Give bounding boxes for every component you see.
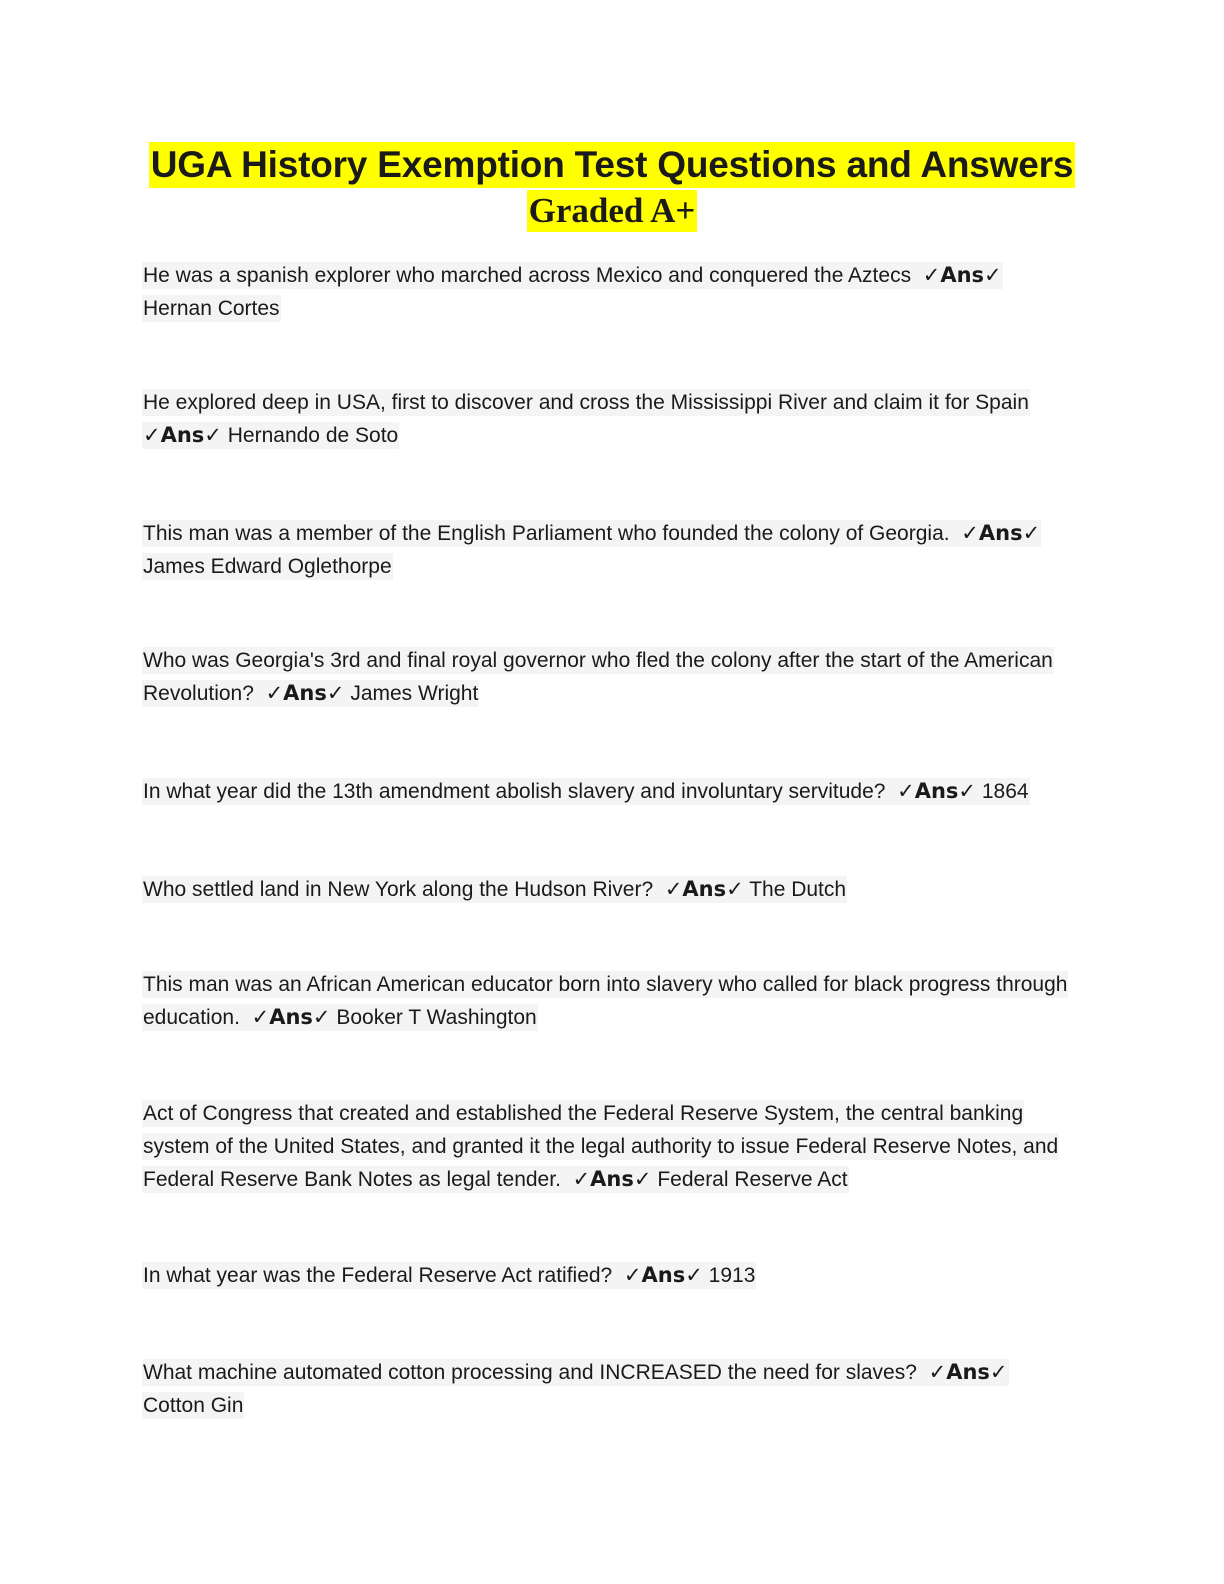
qa-item: [142, 873, 1072, 906]
answer-text: Federal Reserve Act: [657, 1168, 848, 1191]
answer-marker: ✓Ans✓: [961, 521, 1041, 545]
question-text: This man was an African American educator born into slavery who called for black progress through education.: [143, 973, 1068, 1029]
answer-marker: ✓Ans✓: [664, 877, 744, 901]
answer-marker: ✓Ans✓: [897, 779, 977, 803]
answer-marker: ✓Ans✓: [265, 681, 345, 705]
question-text: Who was Georgia's 3rd and final royal governor who fled the colony after the start of the American Revolution?: [143, 649, 1053, 705]
qa-item: [142, 644, 1072, 710]
answer-text: James Wright: [350, 682, 479, 705]
qa-item: [142, 1259, 1072, 1292]
answer-marker: ✓Ans✓: [572, 1167, 652, 1191]
answer-marker: ✓Ans✓: [928, 1360, 1008, 1384]
question-text: This man was a member of the English Parliament who founded the colony of Georgia.: [143, 522, 950, 545]
document-title: [0, 142, 1224, 232]
qa-item: [142, 1356, 1072, 1422]
question-text: He explored deep in USA, first to discover and cross the Mississippi River and claim it for Spain: [143, 391, 1029, 414]
qa-item: [142, 968, 1072, 1034]
answer-text: The Dutch: [749, 878, 847, 901]
answer-text: 1864: [981, 780, 1029, 803]
answer-marker: ✓Ans✓: [251, 1005, 331, 1029]
qa-item: [142, 517, 1072, 583]
question-text: What machine automated cotton processing and INCREASED the need for slaves?: [143, 1361, 917, 1384]
answer-text: Hernando de Soto: [227, 424, 399, 447]
answer-marker: ✓Ans✓: [143, 423, 222, 447]
qa-item: [142, 1097, 1072, 1196]
answer-text: Hernan Cortes: [143, 297, 280, 320]
title-grade: Graded A+: [528, 191, 696, 230]
qa-item: [142, 386, 1072, 452]
qa-item: [142, 259, 1072, 325]
answer-text: Cotton Gin: [143, 1394, 244, 1417]
answer-text: James Edward Oglethorpe: [143, 555, 392, 578]
title-main: UGA History Exemption Test Questions and Answers: [149, 142, 1075, 188]
answer-text: Booker T Washington: [336, 1006, 537, 1029]
answer-text: 1913: [708, 1264, 756, 1287]
qa-item: [142, 775, 1072, 808]
question-text: He was a spanish explorer who marched across Mexico and conquered the Aztecs: [143, 264, 912, 287]
question-text: In what year did the 13th amendment abolish slavery and involuntary servitude?: [143, 780, 886, 803]
question-text: In what year was the Federal Reserve Act ratified?: [143, 1264, 613, 1287]
answer-marker: ✓Ans✓: [623, 1263, 703, 1287]
answer-marker: ✓Ans✓: [922, 263, 1002, 287]
question-text: Who settled land in New York along the Hudson River?: [143, 878, 654, 901]
question-text: Act of Congress that created and established the Federal Reserve System, the central banking system of the United States, and granted it the legal authority to issue Federal Reserve Notes, and Federal Reserve Bank Notes as legal tender.: [143, 1102, 1059, 1191]
